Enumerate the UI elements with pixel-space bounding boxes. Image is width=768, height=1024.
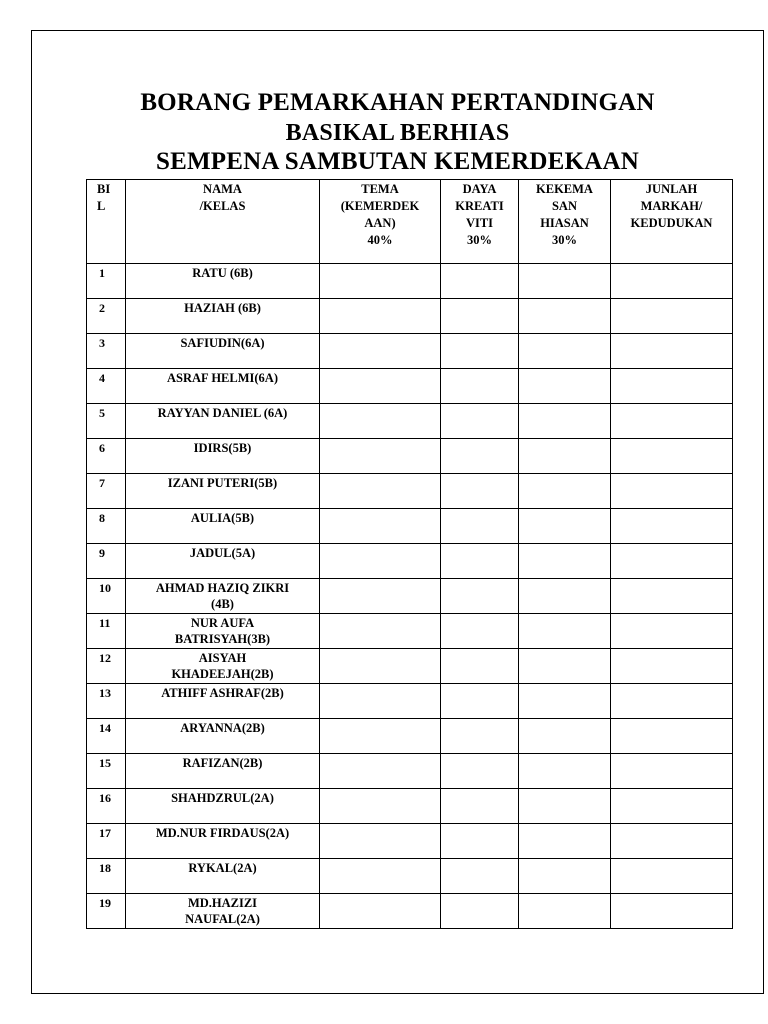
form-title xyxy=(31,88,764,176)
score-daya-kreativiti-cell[interactable] xyxy=(441,404,519,439)
score-kekemasan-cell[interactable] xyxy=(519,754,611,789)
participant-name xyxy=(126,579,320,614)
header-jumlah-line: MARKAH/ xyxy=(640,199,703,213)
score-kekemasan-cell[interactable] xyxy=(519,789,611,824)
table-row xyxy=(87,369,733,404)
participant-name xyxy=(126,649,320,684)
score-kekemasan-cell[interactable] xyxy=(519,824,611,859)
title-line-1: BORANG PEMARKAHAN PERTANDINGAN xyxy=(140,89,655,116)
table-row xyxy=(87,334,733,369)
participant-name xyxy=(126,754,320,789)
score-tema-cell[interactable] xyxy=(320,579,441,614)
score-daya-kreativiti-cell[interactable] xyxy=(441,719,519,754)
participant-name xyxy=(126,789,320,824)
score-kekemasan-cell[interactable] xyxy=(519,264,611,299)
header-daya-line: 30% xyxy=(467,233,492,247)
participant-name-line: NUR AUFA xyxy=(190,616,255,630)
score-jumlah-cell[interactable] xyxy=(611,369,733,404)
score-tema-cell[interactable] xyxy=(320,894,441,929)
score-kekemasan-cell[interactable] xyxy=(519,369,611,404)
score-jumlah-cell[interactable] xyxy=(611,649,733,684)
score-daya-kreativiti-cell[interactable] xyxy=(441,649,519,684)
row-number: 5 xyxy=(87,404,126,439)
score-kekemasan-cell[interactable] xyxy=(519,544,611,579)
table-row xyxy=(87,649,733,684)
participant-name xyxy=(126,334,320,369)
participant-name-line: JADUL(5A) xyxy=(189,546,256,560)
score-tema-cell[interactable] xyxy=(320,264,441,299)
header-row xyxy=(87,180,733,264)
header-jumlah-line: JUNLAH xyxy=(645,182,698,196)
row-number: 9 xyxy=(87,544,126,579)
header-kekemasan-line: SAN xyxy=(551,199,577,213)
row-number: 2 xyxy=(87,299,126,334)
score-tema-cell[interactable] xyxy=(320,439,441,474)
header-bil-line: L xyxy=(97,199,106,213)
participant-name-line: AISYAH xyxy=(198,651,247,665)
table-row xyxy=(87,859,733,894)
score-daya-kreativiti-cell[interactable] xyxy=(441,334,519,369)
score-jumlah-cell[interactable] xyxy=(611,334,733,369)
participant-name-line: SHAHDZRUL(2A) xyxy=(171,791,274,805)
row-number: 11 xyxy=(87,614,126,649)
header-tema-line: AAN) xyxy=(364,216,396,230)
score-jumlah-cell[interactable] xyxy=(611,754,733,789)
row-number: 15 xyxy=(87,754,126,789)
score-jumlah-cell[interactable] xyxy=(611,474,733,509)
score-jumlah-cell[interactable] xyxy=(611,579,733,614)
row-number: 3 xyxy=(87,334,126,369)
score-tema-cell[interactable] xyxy=(320,369,441,404)
participant-name-line: HAZIAH (6B) xyxy=(184,301,261,315)
header-daya-line: KREATI xyxy=(455,199,504,213)
header-tema xyxy=(320,180,441,264)
score-jumlah-cell[interactable] xyxy=(611,264,733,299)
participant-name xyxy=(126,719,320,754)
score-daya-kreativiti-cell[interactable] xyxy=(441,789,519,824)
header-tema-line: TEMA xyxy=(361,182,399,196)
table-row xyxy=(87,789,733,824)
participant-name-line: KHADEEJAH(2B) xyxy=(171,667,274,681)
table-row xyxy=(87,264,733,299)
table-row xyxy=(87,404,733,439)
score-daya-kreativiti-cell[interactable] xyxy=(441,894,519,929)
participant-name-line: AULIA(5B) xyxy=(190,511,255,525)
score-daya-kreativiti-cell[interactable] xyxy=(441,474,519,509)
header-daya-line: VITI xyxy=(465,216,494,230)
participant-name-line: RAFIZAN(2B) xyxy=(182,756,263,770)
score-tema-cell[interactable] xyxy=(320,824,441,859)
score-jumlah-cell[interactable] xyxy=(611,509,733,544)
score-kekemasan-cell[interactable] xyxy=(519,509,611,544)
participant-name xyxy=(126,544,320,579)
header-kekemasan-line: 30% xyxy=(552,233,577,247)
participant-name-line: BATRISYAH(3B) xyxy=(174,632,271,646)
row-number: 16 xyxy=(87,789,126,824)
score-kekemasan-cell[interactable] xyxy=(519,474,611,509)
row-number: 18 xyxy=(87,859,126,894)
table-row xyxy=(87,719,733,754)
participant-name-line: RATU (6B) xyxy=(192,266,253,280)
participant-name xyxy=(126,684,320,719)
row-number: 12 xyxy=(87,649,126,684)
row-number: 19 xyxy=(87,894,126,929)
participant-name-line: MD.NUR FIRDAUS(2A) xyxy=(155,826,290,840)
score-jumlah-cell[interactable] xyxy=(611,684,733,719)
score-daya-kreativiti-cell[interactable] xyxy=(441,684,519,719)
table-row xyxy=(87,474,733,509)
row-number: 6 xyxy=(87,439,126,474)
table-row xyxy=(87,894,733,929)
score-kekemasan-cell[interactable] xyxy=(519,614,611,649)
participant-name xyxy=(126,369,320,404)
participant-name-line: AHMAD HAZIQ ZIKRI xyxy=(155,581,290,595)
header-daya-kreativiti xyxy=(441,180,519,264)
row-number: 4 xyxy=(87,369,126,404)
participant-name-line: (4B) xyxy=(211,597,234,611)
score-daya-kreativiti-cell[interactable] xyxy=(441,439,519,474)
header-daya-line: DAYA xyxy=(462,182,497,196)
score-kekemasan-cell[interactable] xyxy=(519,894,611,929)
score-daya-kreativiti-cell[interactable] xyxy=(441,754,519,789)
score-jumlah-cell[interactable] xyxy=(611,824,733,859)
table-row xyxy=(87,579,733,614)
title-line-2: BASIKAL BERHIAS xyxy=(285,120,510,146)
score-daya-kreativiti-cell[interactable] xyxy=(441,579,519,614)
row-number: 14 xyxy=(87,719,126,754)
participant-name-line: IDIRS(5B) xyxy=(193,441,252,455)
participant-name-line: RYKAL(2A) xyxy=(188,861,257,875)
row-number: 13 xyxy=(87,684,126,719)
score-daya-kreativiti-cell[interactable] xyxy=(441,299,519,334)
row-number: 1 xyxy=(87,264,126,299)
score-daya-kreativiti-cell[interactable] xyxy=(441,544,519,579)
score-tema-cell[interactable] xyxy=(320,334,441,369)
participant-name xyxy=(126,859,320,894)
header-kekemasan-line: KEKEMA xyxy=(536,182,593,196)
participant-name xyxy=(126,404,320,439)
table-row xyxy=(87,614,733,649)
score-tema-cell[interactable] xyxy=(320,754,441,789)
participant-name-line: MD.HAZIZI xyxy=(187,896,258,910)
score-kekemasan-cell[interactable] xyxy=(519,579,611,614)
header-kekemasan-line: HIASAN xyxy=(540,216,589,230)
score-tema-cell[interactable] xyxy=(320,789,441,824)
participant-name xyxy=(126,439,320,474)
row-number: 7 xyxy=(87,474,126,509)
title-line-3: SEMPENA SAMBUTAN KEMERDEKAAN xyxy=(156,148,639,175)
score-kekemasan-cell[interactable] xyxy=(519,649,611,684)
score-tema-cell[interactable] xyxy=(320,299,441,334)
header-nama-line: /KELAS xyxy=(199,199,246,213)
participant-name xyxy=(126,614,320,649)
score-tema-cell[interactable] xyxy=(320,859,441,894)
score-jumlah-cell[interactable] xyxy=(611,404,733,439)
score-kekemasan-cell[interactable] xyxy=(519,334,611,369)
score-daya-kreativiti-cell[interactable] xyxy=(441,509,519,544)
row-number: 10 xyxy=(87,579,126,614)
score-kekemasan-cell[interactable] xyxy=(519,439,611,474)
score-jumlah-cell[interactable] xyxy=(611,894,733,929)
participant-name xyxy=(126,509,320,544)
score-jumlah-cell[interactable] xyxy=(611,789,733,824)
score-kekemasan-cell[interactable] xyxy=(519,684,611,719)
score-tema-cell[interactable] xyxy=(320,509,441,544)
table-row xyxy=(87,299,733,334)
participant-name-line: ARYANNA(2B) xyxy=(180,721,265,735)
header-tema-line: 40% xyxy=(367,233,393,247)
participant-name-line: SAFIUDIN(6A) xyxy=(180,336,265,350)
participant-name-line: NAUFAL(2A) xyxy=(185,912,260,926)
score-tema-cell[interactable] xyxy=(320,474,441,509)
score-daya-kreativiti-cell[interactable] xyxy=(441,614,519,649)
score-daya-kreativiti-cell[interactable] xyxy=(441,264,519,299)
participant-name-line: IZANI PUTERI(5B) xyxy=(167,476,278,490)
score-jumlah-cell[interactable] xyxy=(611,719,733,754)
score-jumlah-cell[interactable] xyxy=(611,859,733,894)
header-bil xyxy=(87,180,126,264)
row-number: 17 xyxy=(87,824,126,859)
participant-name-line: ASRAF HELMI(6A) xyxy=(167,371,278,385)
score-kekemasan-cell[interactable] xyxy=(519,404,611,439)
score-daya-kreativiti-cell[interactable] xyxy=(441,824,519,859)
score-kekemasan-cell[interactable] xyxy=(519,719,611,754)
header-bil-line: BI xyxy=(97,182,111,196)
header-nama xyxy=(126,180,320,264)
score-daya-kreativiti-cell[interactable] xyxy=(441,369,519,404)
score-table xyxy=(86,179,733,929)
table-body xyxy=(87,264,733,929)
row-number: 8 xyxy=(87,509,126,544)
header-tema-line: (KEMERDEK xyxy=(340,199,420,213)
table-row xyxy=(87,684,733,719)
header-nama-line: NAMA xyxy=(203,182,242,196)
score-tema-cell[interactable] xyxy=(320,404,441,439)
header-kekemasan-hiasan xyxy=(519,180,611,264)
score-tema-cell[interactable] xyxy=(320,719,441,754)
score-kekemasan-cell[interactable] xyxy=(519,299,611,334)
table-row xyxy=(87,544,733,579)
header-jumlah-markah xyxy=(611,180,733,264)
score-tema-cell[interactable] xyxy=(320,614,441,649)
participant-name xyxy=(126,824,320,859)
table-row xyxy=(87,824,733,859)
table-row xyxy=(87,754,733,789)
participant-name-line: RAYYAN DANIEL (6A) xyxy=(157,406,288,420)
header-jumlah-line: KEDUDUKAN xyxy=(630,216,713,230)
score-tema-cell[interactable] xyxy=(320,649,441,684)
score-jumlah-cell[interactable] xyxy=(611,439,733,474)
participant-name xyxy=(126,894,320,929)
table-row xyxy=(87,439,733,474)
participant-name xyxy=(126,299,320,334)
score-tema-cell[interactable] xyxy=(320,544,441,579)
participant-name xyxy=(126,264,320,299)
score-jumlah-cell[interactable] xyxy=(611,544,733,579)
participant-name xyxy=(126,474,320,509)
score-daya-kreativiti-cell[interactable] xyxy=(441,859,519,894)
participant-name-line: ATHIFF ASHRAF(2B) xyxy=(161,686,284,700)
score-tema-cell[interactable] xyxy=(320,684,441,719)
score-kekemasan-cell[interactable] xyxy=(519,859,611,894)
score-jumlah-cell[interactable] xyxy=(611,614,733,649)
score-jumlah-cell[interactable] xyxy=(611,299,733,334)
table-row xyxy=(87,509,733,544)
